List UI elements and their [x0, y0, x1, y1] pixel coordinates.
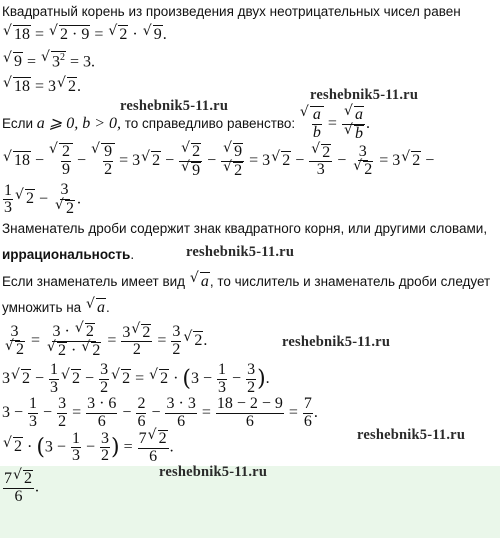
intro-text: Квадратный корень из произведения двух неотрицательных чисел равен [2, 4, 461, 19]
watermark: reshebnik5-11.ru [159, 464, 268, 480]
equation-root-18-result: √ 18 = 3√ 2. [2, 77, 81, 96]
factor-equation: 3√ 2 − $\frac{1}{3}$ √ 2 − $\frac{3}{2}$ √ 2 = √ 2 · (3 − $\frac{1}{3}$ − $\frac{3}{2}$ ). [2, 362, 270, 397]
rationalize-equation: 3 √ 2 = 3 · √ 2 √ 2 · √ 2 = $\frac{3√ 2}{2}$ = $\frac{3}{2}$ √ 2. [2, 323, 207, 360]
watermark: reshebnik5-11.ru [120, 98, 229, 114]
rule-text: Если знаменатель имеет вид √ a, то числитель и знаменатель дроби следует [2, 272, 490, 291]
main-equation: √ 18 − √ $\frac{2}{9}$ − √ $\frac{9}{2}$ = 3√ 2 − √ 2 √ 9 − √ 9 √ 2 = 3√ 2 − √ $\frac{2}{3}$ − 3 √ 2 = 3√ 2 − [2, 143, 434, 180]
final-equation: √ 2 · (3 − $\frac{1}{3}$ − $\frac{3}{2}$ ) = $\frac{7√ 2}{6}$ . [2, 430, 174, 466]
watermark: reshebnik5-11.ru [357, 427, 466, 443]
denominator-text: Знаменатель дроби содержит знак квадратного корня, или другими словами, [2, 221, 488, 236]
main-equation-continued: $\frac{1}{3}$ √ 2 − 3 √ 2 . [2, 182, 81, 218]
equation-root-18: √ 18 = √ 2 · 9 = √ 2 · √ 9. [2, 25, 167, 44]
bracket-equation: 3 − $\frac{1}{3}$ − $\frac{3}{2}$ = $\frac{3 \cdot 6}{6}$ − $\frac{2}{6}$ − $\frac{3 \cdot 3}{6}$ = $\frac{18 - 2 - 9}{6}$ = $\frac{7}{6}$ . [2, 395, 318, 430]
watermark: reshebnik5-11.ru [186, 244, 295, 260]
quotient-rule: Если a ⩾ 0, b > 0, то справедливо равенство: √ $\frac{a}{b}$ = √ a √ b . [2, 106, 370, 143]
equation-root-9: √ 9 = √ $3^2 = 3$. [2, 51, 95, 72]
irrationality-text: иррациональность. [2, 247, 135, 262]
multiply-text: умножить на √ a. [2, 298, 110, 317]
watermark: reshebnik5-11.ru [310, 87, 419, 103]
answer: $\frac{7√ 2}{6}$ . [2, 470, 39, 506]
watermark: reshebnik5-11.ru [282, 334, 391, 350]
